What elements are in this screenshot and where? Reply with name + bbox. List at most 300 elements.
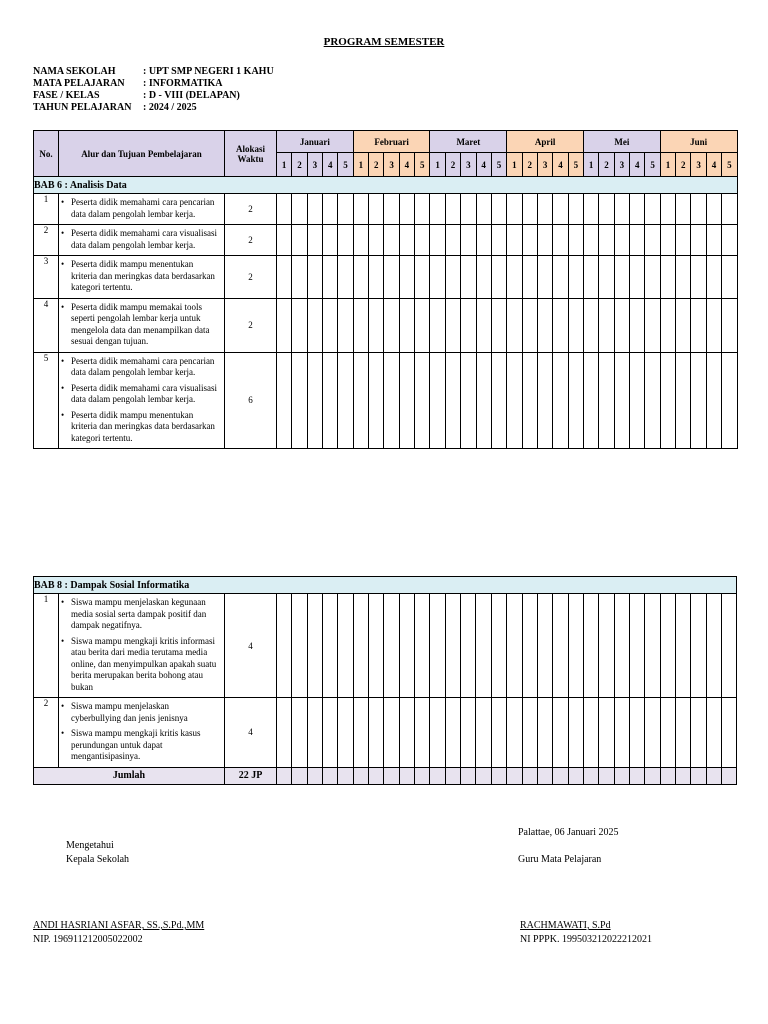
objective-item: • Peserta didik mampu memakai tools seperti pengolah lembar kerja untuk mengelola data dan menampilkan data sesuai dengan tujuan.: [69, 302, 220, 348]
week-cell: [660, 698, 675, 768]
week-cell: [584, 256, 599, 299]
week-cell: [338, 256, 353, 299]
row-number: 1: [34, 194, 59, 225]
week-cell: [445, 256, 460, 299]
week-cell: [568, 194, 583, 225]
week-cell: [461, 298, 476, 352]
objective-item: • Peserta didik mampu menentukan kriteria dan meringkas data berdasarkan kategori tertentu.: [69, 410, 220, 445]
total-label: Jumlah: [34, 767, 225, 784]
week-cell: [353, 225, 368, 256]
week-header: 3: [691, 153, 706, 177]
week-cell: [292, 698, 307, 768]
week-cell: [323, 698, 338, 768]
week-cell: [307, 352, 322, 449]
info-row: [33, 90, 274, 102]
week-cell: [553, 225, 568, 256]
week-cell: [706, 698, 721, 768]
week-cell: [323, 594, 338, 698]
week-cell: [415, 194, 430, 225]
week-header: 1: [507, 153, 522, 177]
week-cell: [292, 256, 307, 299]
week-cell: [369, 256, 384, 299]
week-cell: [430, 767, 445, 784]
info-value: : UPT SMP NEGERI 1 KAHU: [143, 66, 274, 77]
week-cell: [522, 256, 537, 299]
week-cell: [553, 594, 568, 698]
week-cell: [445, 225, 460, 256]
row-number: 5: [34, 352, 59, 449]
week-cell: [307, 225, 322, 256]
week-header: 4: [630, 153, 645, 177]
header-no: No.: [34, 131, 59, 177]
week-cell: [568, 298, 583, 352]
week-cell: [568, 352, 583, 449]
objective-cell: [59, 698, 225, 768]
week-cell: [676, 352, 691, 449]
week-cell: [491, 352, 506, 449]
week-cell: [722, 194, 737, 225]
table-row: [34, 225, 738, 256]
objective-cell: [59, 352, 225, 449]
week-cell: [722, 298, 737, 352]
row-number: 3: [34, 256, 59, 299]
page-title: PROGRAM SEMESTER: [323, 36, 445, 48]
week-cell: [323, 352, 338, 449]
week-cell: [307, 298, 322, 352]
week-cell: [614, 352, 629, 449]
week-header: 3: [614, 153, 629, 177]
header-alur: Alur dan Tujuan Pembelajaran: [59, 131, 225, 177]
alokasi-cell: 2: [225, 194, 277, 225]
objective-cell: [59, 225, 225, 256]
week-cell: [415, 698, 430, 768]
week-cell: [721, 767, 736, 784]
week-cell: [553, 352, 568, 449]
week-cell: [323, 767, 338, 784]
week-cell: [384, 298, 399, 352]
objective-item: • Peserta didik memahami cara pencarian data dalam pengolah lembar kerja.: [69, 356, 220, 379]
school-info: [33, 66, 274, 114]
info-row: [33, 66, 274, 78]
week-cell: [323, 256, 338, 299]
alokasi-cell: 2: [225, 298, 277, 352]
week-cell: [369, 767, 384, 784]
week-cell: [445, 352, 460, 449]
week-cell: [629, 767, 644, 784]
week-cell: [553, 298, 568, 352]
week-cell: [706, 194, 721, 225]
week-cell: [491, 767, 506, 784]
week-cell: [537, 298, 552, 352]
week-cell: [430, 594, 445, 698]
week-cell: [338, 352, 353, 449]
week-cell: [614, 594, 629, 698]
week-header: 1: [277, 153, 292, 177]
table-row: [34, 298, 738, 352]
week-header: 1: [584, 153, 599, 177]
week-cell: [645, 256, 660, 299]
week-cell: [599, 767, 614, 784]
week-cell: [599, 298, 614, 352]
table-row: [34, 256, 738, 299]
info-row: [33, 78, 274, 90]
info-label: NAMA SEKOLAH: [33, 66, 116, 77]
objective-item: • Peserta didik memahami cara pencarian data dalam pengolah lembar kerja.: [69, 197, 220, 220]
week-cell: [630, 256, 645, 299]
week-cell: [676, 256, 691, 299]
section-title: BAB 8 : Dampak Sosial Informatika: [34, 577, 737, 594]
objective-list: [59, 597, 224, 693]
week-header: 4: [706, 153, 721, 177]
week-cell: [353, 698, 368, 768]
week-cell: [277, 352, 292, 449]
week-cell: [369, 594, 384, 698]
week-cell: [691, 352, 706, 449]
week-cell: [583, 594, 598, 698]
week-cell: [369, 194, 384, 225]
alokasi-cell: 4: [225, 594, 277, 698]
week-cell: [476, 698, 491, 768]
week-cell: [415, 594, 430, 698]
week-cell: [660, 225, 675, 256]
week-cell: [307, 767, 322, 784]
week-cell: [507, 594, 522, 698]
week-cell: [277, 698, 292, 768]
week-cell: [507, 767, 522, 784]
week-cell: [660, 298, 675, 352]
week-cell: [568, 594, 583, 698]
week-cell: [369, 698, 384, 768]
week-cell: [323, 194, 338, 225]
week-cell: [399, 594, 414, 698]
week-cell: [476, 256, 491, 299]
month-header: Mei: [584, 131, 661, 153]
week-cell: [614, 256, 629, 299]
week-header: 1: [430, 153, 445, 177]
week-cell: [338, 194, 353, 225]
alokasi-cell: 4: [225, 698, 277, 768]
week-cell: [660, 194, 675, 225]
week-cell: [522, 298, 537, 352]
week-cell: [399, 767, 414, 784]
objective-cell: [59, 298, 225, 352]
week-cell: [430, 194, 445, 225]
month-header: Januari: [277, 131, 354, 153]
week-cell: [461, 225, 476, 256]
left-sign-line1: Mengetahui: [66, 840, 114, 851]
alokasi-cell: 2: [225, 256, 277, 299]
total-value: 22 JP: [225, 767, 277, 784]
week-cell: [430, 698, 445, 768]
objective-cell: [59, 256, 225, 299]
week-cell: [614, 225, 629, 256]
week-cell: [537, 194, 552, 225]
objective-list: [59, 228, 224, 251]
objective-item: • Siswa mampu menjelaskan cyberbullying dan jenis jenisnya: [69, 701, 220, 724]
week-cell: [614, 698, 629, 768]
week-cell: [645, 594, 660, 698]
week-cell: [277, 298, 292, 352]
week-cell: [660, 767, 675, 784]
week-header: 1: [353, 153, 368, 177]
week-cell: [277, 594, 292, 698]
week-cell: [691, 767, 706, 784]
week-cell: [629, 594, 644, 698]
table-row: [34, 352, 738, 449]
objective-item: • Siswa mampu mengkaji kritis informasi atau berita dari media terutama media online, dan menyimpulkan apakah suatu berita merupakan berita bohong atau bukan: [69, 636, 220, 694]
week-cell: [491, 256, 506, 299]
week-cell: [445, 594, 460, 698]
section-title: BAB 6 : Analisis Data: [34, 177, 738, 194]
week-cell: [292, 194, 307, 225]
objective-list: [59, 356, 224, 445]
week-cell: [645, 225, 660, 256]
week-cell: [568, 767, 583, 784]
week-cell: [660, 352, 675, 449]
week-header: 4: [476, 153, 491, 177]
week-cell: [461, 767, 476, 784]
week-header: 2: [445, 153, 460, 177]
week-cell: [384, 256, 399, 299]
week-cell: [491, 594, 506, 698]
week-header: 3: [384, 153, 399, 177]
week-cell: [384, 194, 399, 225]
week-cell: [676, 194, 691, 225]
week-cell: [338, 767, 353, 784]
week-cell: [353, 352, 368, 449]
week-cell: [645, 698, 660, 768]
semester-table-bab8: [33, 576, 737, 785]
row-number: 2: [34, 698, 59, 768]
week-cell: [415, 225, 430, 256]
week-cell: [584, 298, 599, 352]
week-cell: [522, 767, 537, 784]
week-cell: [338, 698, 353, 768]
week-cell: [307, 698, 322, 768]
week-header: 4: [399, 153, 414, 177]
week-cell: [277, 194, 292, 225]
objective-list: [59, 259, 224, 294]
week-cell: [522, 352, 537, 449]
row-number: 4: [34, 298, 59, 352]
week-cell: [722, 225, 737, 256]
week-cell: [568, 225, 583, 256]
week-cell: [507, 194, 522, 225]
section-row: [34, 577, 737, 594]
week-cell: [507, 698, 522, 768]
week-cell: [461, 594, 476, 698]
week-header: 4: [323, 153, 338, 177]
month-header: Maret: [430, 131, 507, 153]
week-cell: [553, 256, 568, 299]
week-cell: [675, 594, 690, 698]
week-cell: [307, 256, 322, 299]
objective-list: [59, 302, 224, 348]
week-cell: [415, 767, 430, 784]
week-cell: [415, 298, 430, 352]
month-header: April: [507, 131, 584, 153]
header-row: [34, 131, 738, 153]
week-cell: [537, 767, 552, 784]
week-header: 2: [676, 153, 691, 177]
week-header: 3: [461, 153, 476, 177]
table-row: [34, 194, 738, 225]
week-cell: [307, 594, 322, 698]
week-cell: [323, 298, 338, 352]
week-cell: [660, 256, 675, 299]
section-row: [34, 177, 738, 194]
week-cell: [568, 698, 583, 768]
week-header: 2: [522, 153, 537, 177]
week-cell: [292, 767, 307, 784]
week-cell: [415, 352, 430, 449]
week-header: 3: [537, 153, 552, 177]
week-cell: [584, 225, 599, 256]
week-cell: [445, 298, 460, 352]
week-cell: [430, 256, 445, 299]
week-cell: [722, 352, 737, 449]
teacher-role: Guru Mata Pelajaran: [518, 854, 602, 865]
principal-name: ANDI HASRIANI ASFAR, SS.,S.Pd.,MM: [33, 920, 205, 931]
week-cell: [430, 352, 445, 449]
week-header: 1: [660, 153, 675, 177]
objective-list: [59, 197, 224, 220]
objective-item: • Peserta didik mampu menentukan kriteria dan meringkas data berdasarkan kategori tertentu.: [69, 259, 220, 294]
week-cell: [415, 256, 430, 299]
objective-item: • Peserta didik memahami cara visualisasi data dalam pengolah lembar kerja.: [69, 383, 220, 406]
week-cell: [307, 194, 322, 225]
week-header: 5: [645, 153, 660, 177]
week-cell: [553, 698, 568, 768]
week-cell: [430, 225, 445, 256]
week-cell: [292, 225, 307, 256]
semester-table-bab6: [33, 130, 738, 449]
week-cell: [399, 225, 414, 256]
info-row: [33, 102, 274, 114]
week-cell: [721, 594, 736, 698]
week-cell: [353, 256, 368, 299]
week-cell: [537, 698, 552, 768]
week-header: 5: [491, 153, 506, 177]
week-cell: [430, 298, 445, 352]
week-cell: [399, 256, 414, 299]
left-sign-line2: Kepala Sekolah: [66, 854, 130, 865]
week-cell: [369, 352, 384, 449]
week-header: 5: [722, 153, 737, 177]
month-header: Juni: [660, 131, 737, 153]
week-cell: [691, 594, 706, 698]
objective-cell: [59, 194, 225, 225]
week-cell: [491, 698, 506, 768]
week-cell: [553, 767, 568, 784]
info-label: FASE / KELAS: [33, 90, 100, 101]
week-cell: [583, 698, 598, 768]
week-cell: [676, 225, 691, 256]
week-cell: [599, 352, 614, 449]
week-cell: [706, 298, 721, 352]
objective-list: [59, 701, 224, 763]
week-cell: [691, 698, 706, 768]
week-cell: [476, 298, 491, 352]
objective-cell: [59, 594, 225, 698]
week-cell: [507, 225, 522, 256]
week-cell: [491, 194, 506, 225]
week-cell: [323, 225, 338, 256]
week-cell: [476, 225, 491, 256]
week-cell: [277, 225, 292, 256]
week-cell: [599, 594, 614, 698]
week-header: 2: [292, 153, 307, 177]
week-cell: [353, 594, 368, 698]
week-cell: [461, 698, 476, 768]
week-cell: [630, 194, 645, 225]
week-cell: [292, 352, 307, 449]
week-cell: [491, 225, 506, 256]
week-cell: [599, 698, 614, 768]
week-cell: [369, 298, 384, 352]
info-label: MATA PELAJARAN: [33, 78, 125, 89]
week-cell: [476, 352, 491, 449]
week-cell: [338, 225, 353, 256]
week-cell: [461, 256, 476, 299]
week-cell: [384, 594, 399, 698]
week-cell: [584, 194, 599, 225]
week-cell: [691, 225, 706, 256]
week-cell: [721, 698, 736, 768]
week-cell: [353, 767, 368, 784]
week-cell: [583, 767, 598, 784]
week-cell: [338, 594, 353, 698]
week-cell: [645, 298, 660, 352]
week-cell: [369, 225, 384, 256]
week-header: 5: [338, 153, 353, 177]
week-cell: [706, 594, 721, 698]
row-number: 2: [34, 225, 59, 256]
week-cell: [491, 298, 506, 352]
week-cell: [399, 698, 414, 768]
week-cell: [584, 352, 599, 449]
teacher-name: RACHMAWATI, S.Pd: [520, 920, 611, 931]
info-value: : D - VIII (DELAPAN): [143, 90, 240, 101]
week-cell: [630, 298, 645, 352]
week-cell: [691, 256, 706, 299]
week-cell: [630, 352, 645, 449]
week-cell: [476, 767, 491, 784]
week-cell: [645, 352, 660, 449]
week-cell: [522, 698, 537, 768]
week-cell: [384, 767, 399, 784]
objective-item: • Peserta didik memahami cara visualisasi data dalam pengolah lembar kerja.: [69, 228, 220, 251]
objective-item: • Siswa mampu mengkaji kritis kasus perundungan untuk dapat mengantisipasinya.: [69, 728, 220, 763]
week-cell: [599, 225, 614, 256]
week-cell: [599, 194, 614, 225]
header-alokasi: Alokasi Waktu: [225, 131, 277, 177]
week-cell: [277, 767, 292, 784]
week-cell: [353, 298, 368, 352]
week-cell: [522, 594, 537, 698]
row-number: 1: [34, 594, 59, 698]
week-cell: [461, 352, 476, 449]
week-cell: [568, 256, 583, 299]
week-cell: [384, 225, 399, 256]
alokasi-cell: 2: [225, 225, 277, 256]
week-cell: [384, 352, 399, 449]
week-cell: [706, 225, 721, 256]
month-header: Februari: [353, 131, 430, 153]
week-cell: [445, 698, 460, 768]
week-cell: [675, 767, 690, 784]
week-cell: [476, 594, 491, 698]
